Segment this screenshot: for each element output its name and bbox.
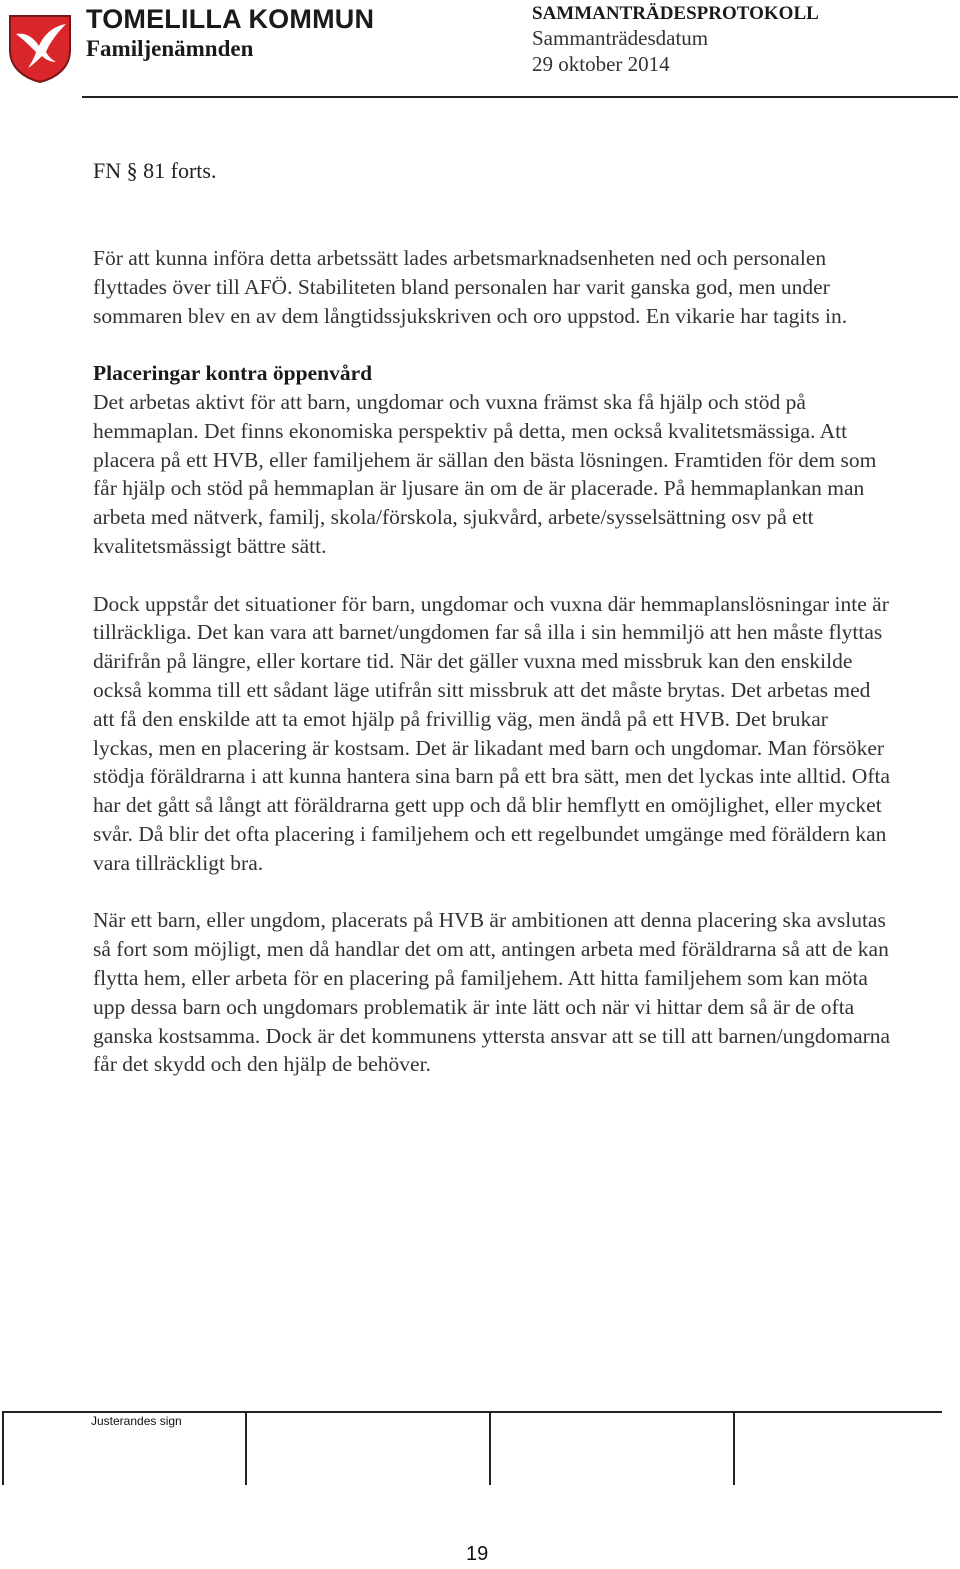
document-body [93,244,893,1108]
header-divider [82,96,958,98]
department-name: Familjenämnden [86,36,254,61]
organization-name: TOMELILLA KOMMUN [86,4,375,34]
document-type: SAMMANTRÄDESPROTOKOLL [532,3,819,24]
paragraph-hvb-placement: När ett barn, eller ungdom, placerats på HVB är ambitionen att denna placering ska avslutas så fort som möjligt, men då handlar det om att, antingen arbeta med föräldrarna så att de kan flytta hem, eller arbeta för en placering på familjehem. Att hitta familjehem som kan möta upp dessa barn och ungdomars problematik är inte lätt och när vi hittar dem så är de ofta ganska kostsamma. Dock är det kommunens yttersta ansvar att se till att barnen/ungdomarna får det skydd och den hjälp de behöver. [93,908,891,1077]
page-number: 19 [466,1543,489,1565]
signature-cell [489,1413,491,1485]
signature-cell [245,1413,247,1485]
signature-cell [2,1413,4,1485]
section-heading-placements: Placeringar kontra öppenvård [93,361,373,386]
paragraph-situations: Dock uppstår det situationer för barn, ungdomar och vuxna där hemmaplanslösningar inte är tillräckliga. Det kan vara att barnet/ungdomen far så illa i sin hemmiljö att hen måste flyttas därifrån på längre, eller kortare tid. När det gäller vuxna med missbruk kan den enskilde också komma till ett sådant läge utifrån sitt missbruk att det måste brytas. Det arbetas med att få den enskilde att ta emot hjälp på frivillig väg, men ändå på ett HVB. Det brukar lyckas, men en placering är kostsam. Det är likadant med barn och ungdomar. Man försöker stödja föräldrarna i att kunna hantera sina barn på ett bra sätt, men det lyckas inte alltid. Ofta har det gått så långt att föräldrarna gett upp och då blir hemflytt en omöjlighet, eller mycket svår. Då blir det ofta placering i familjehem och ett regelbundet umgänge med föräldern kan vara tillräckligt bra. [93,591,891,875]
meeting-date-value: 29 oktober 2014 [532,52,670,76]
paragraph-staffing: För att kunna införa detta arbetssätt lades arbetsmarknadsenheten ned och personalen flyttades över till AFÖ. Stabiliteten bland personalen har varit ganska god, men under sommaren blev en av dem långtidssjukskriven och oro uppstod. En vikarie har tagits in. [93,246,848,328]
coat-of-arms-seagull-icon [8,12,72,84]
paragraph-home-support: Det arbetas aktivt för att barn, ungdomar och vuxna främst ska få hjälp och stöd på hemmaplan. Det finns ekonomiska perspektiv på detta, men också kvalitetsmässiga. Att placera på ett HVB, eller familjehem är sällan den bästa lösningen. Framtiden för dem som får hjälp och stöd på hemmaplan är ljusare än om de är placerade. På hemmaplankan man arbeta med nätverk, familj, skola/förskola, sjukvård, arbete/sysselsättning osv på ett kvalitetsmässigt bättre sätt. [93,389,877,558]
signature-label: Justerandes sign [91,1414,182,1428]
section-reference: FN § 81 forts. [93,158,217,183]
signature-cell [733,1413,735,1485]
meeting-date-label: Sammanträdesdatum [532,26,709,50]
